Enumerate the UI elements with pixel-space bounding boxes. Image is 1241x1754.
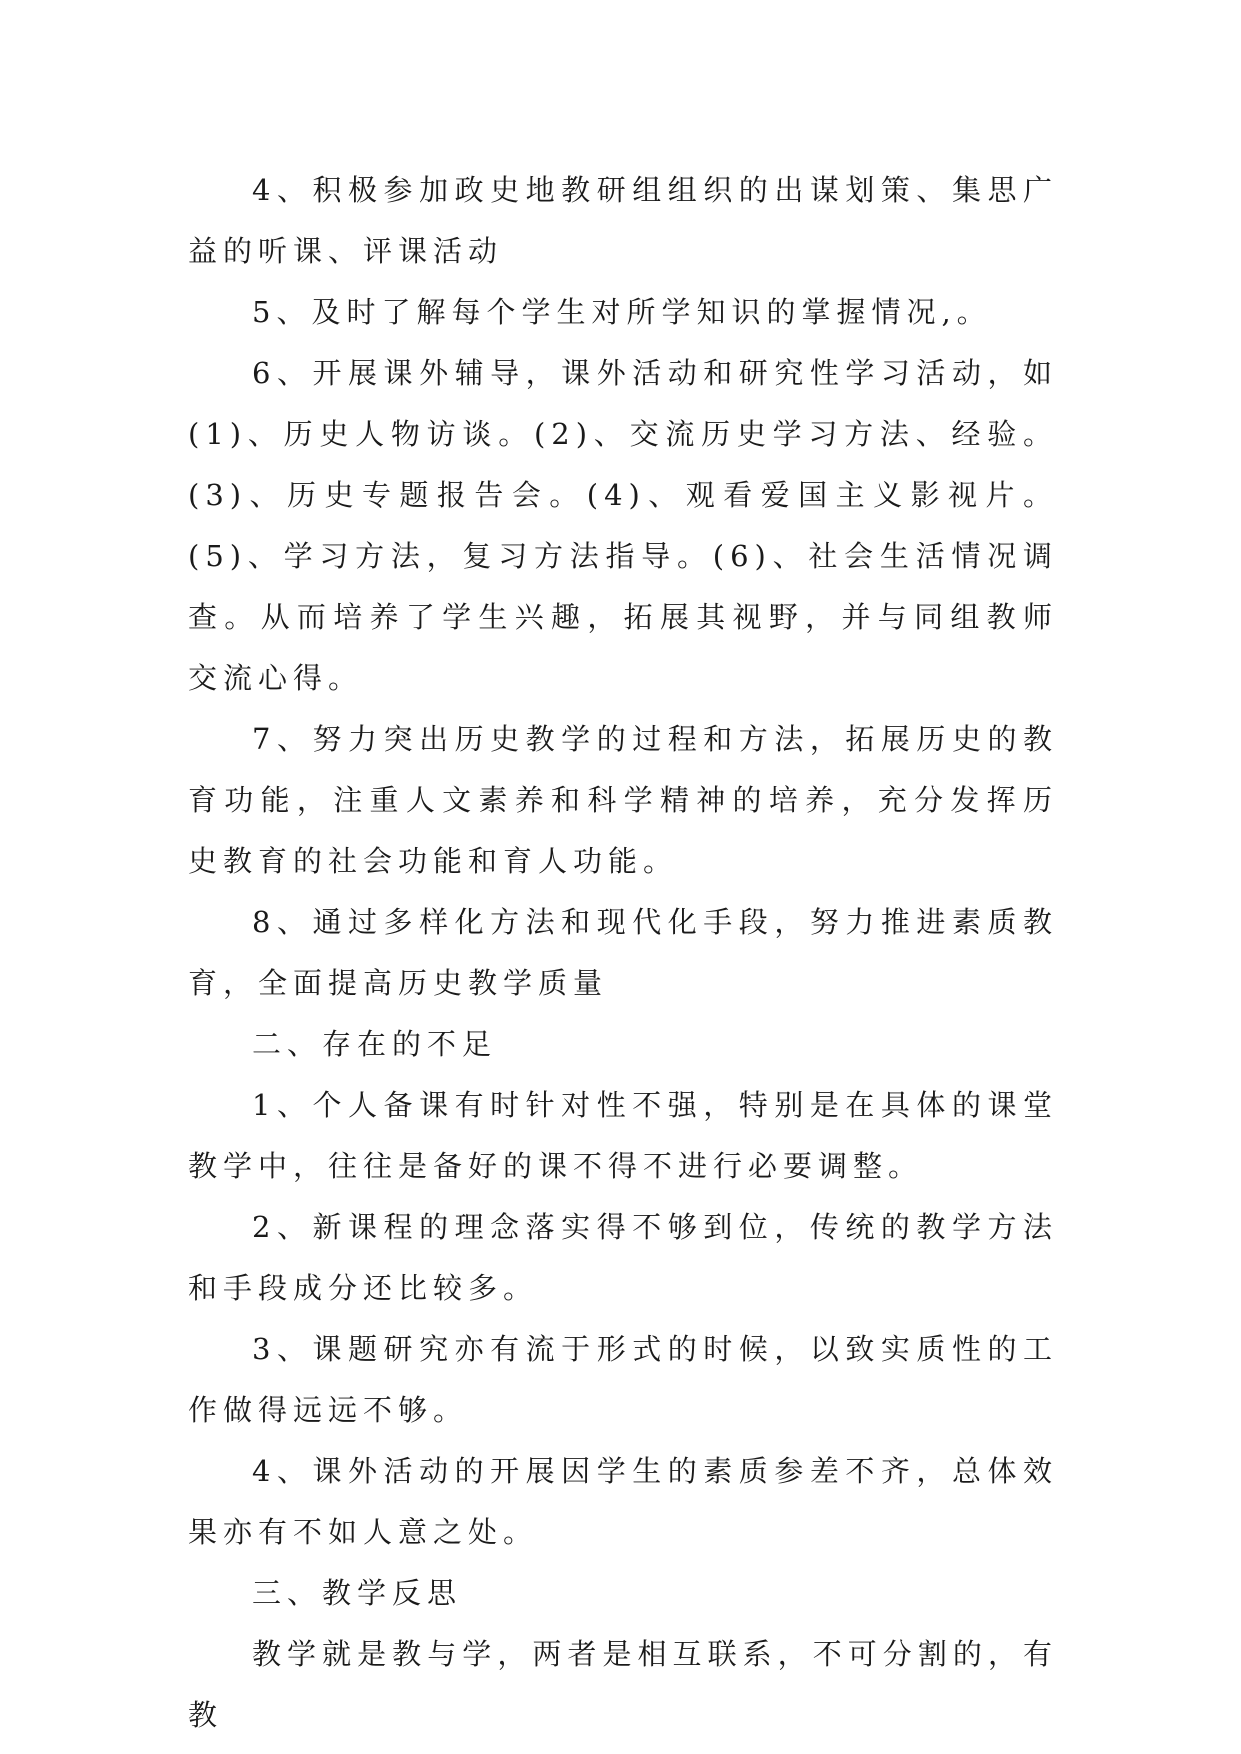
paragraph-item-7-history-function: 7、努力突出历史教学的过程和方法，拓展历史的教育功能，注重人文素养和科学精神的培养，充分发挥历史教育的社会功能和育人功能。 xyxy=(188,722,1058,878)
paragraph-item-4-activities: 4、积极参加政史地教研组组织的出谋划策、集思广益的听课、评课活动 xyxy=(188,173,1058,268)
paragraph-shortcoming-4: 4、课外活动的开展因学生的素质参差不齐，总体效果亦有不如人意之处。 xyxy=(188,1454,1058,1549)
paragraph-item-6-extracurricular: 6、开展课外辅导，课外活动和研究性学习活动，如(1)、历史人物访谈。(2)、交流历史学习方法、经验。(3)、历史专题报告会。(4)、观看爱国主义影视片。(5)、学习方法，复习方法指导。(6)、社会生活情况调查。从而培养了学生兴趣，拓展其视野，并与同组教师交流心得。 xyxy=(188,356,1058,695)
document-body xyxy=(188,160,1058,1746)
paragraph-item-5-knowledge: 5、及时了解每个学生对所学知识的掌握情况,。 xyxy=(252,295,992,329)
paragraph-reflection-intro: 教学就是教与学，两者是相互联系，不可分割的，有教 xyxy=(188,1637,1058,1732)
paragraph-shortcoming-2: 2、新课程的理念落实得不够到位，传统的教学方法和手段成分还比较多。 xyxy=(188,1210,1058,1305)
section-heading-reflection: 三、教学反思 xyxy=(252,1576,463,1610)
paragraph-shortcoming-3: 3、课题研究亦有流于形式的时候，以致实质性的工作做得远远不够。 xyxy=(188,1332,1058,1427)
paragraph-shortcoming-1: 1、个人备课有时针对性不强，特别是在具体的课堂教学中，往往是备好的课不得不进行必要调整。 xyxy=(188,1088,1058,1183)
paragraph-item-8-quality: 8、通过多样化方法和现代化手段，努力推进素质教育，全面提高历史教学质量 xyxy=(188,905,1058,1000)
section-heading-shortcomings: 二、存在的不足 xyxy=(252,1027,498,1061)
